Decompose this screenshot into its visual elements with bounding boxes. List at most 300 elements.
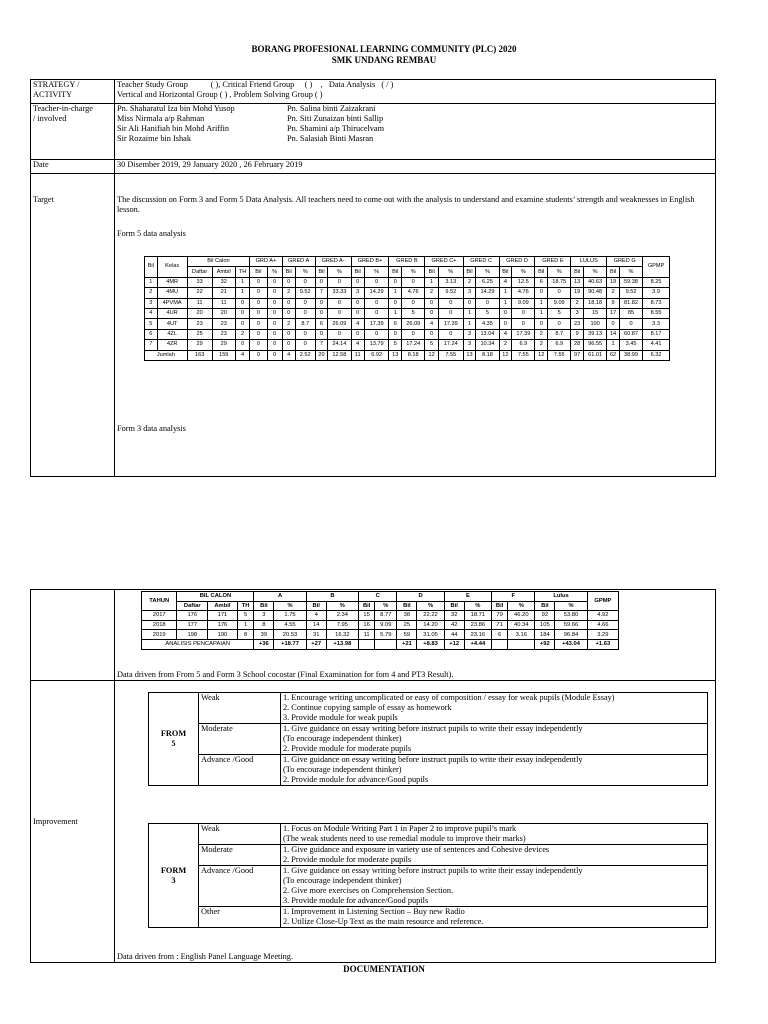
table-row	[145, 340, 670, 350]
table-cell: 0	[267, 288, 282, 298]
table-cell: +92	[535, 639, 555, 649]
form3-improvement-action-line: (The weak students need to use remedial module to improve their marks)	[283, 834, 526, 843]
table-cell: 1	[535, 298, 548, 308]
table-cell: 5	[145, 319, 158, 329]
document-title: BORANG PROFESIONAL LEARNING COMMUNITY (PLC) 2020	[251, 44, 517, 54]
table-cell: 23	[212, 329, 235, 339]
form5-improvement-action-line: 3. Provide module for weak pupils	[283, 713, 398, 722]
table-cell: 10.34	[476, 340, 499, 350]
table-header: Lulus	[535, 592, 587, 602]
school-name: SMK UNDANG REMBAU	[331, 55, 437, 65]
table-cell: 0	[295, 298, 315, 308]
table-cell: 2	[607, 288, 620, 298]
table-cell: 59.66	[555, 620, 587, 630]
table-cell: 2	[571, 298, 584, 308]
table-cell: 2	[535, 340, 548, 350]
form5-improvement-action-line: (To encourage independent thinker)	[283, 765, 402, 774]
table-cell: 38.99	[619, 350, 642, 360]
table-header: %	[508, 601, 535, 611]
table-header: %	[464, 601, 491, 611]
table-cell: 5	[237, 611, 254, 621]
form3-improvement-row	[149, 866, 708, 907]
table-cell: 2	[145, 288, 158, 298]
date-label: Date	[31, 160, 115, 174]
table-cell: 0	[499, 319, 512, 329]
table-header: GRED C	[463, 257, 499, 267]
table-cell: 0	[315, 277, 328, 287]
table-header: Ambil	[212, 267, 235, 277]
form5-improvement-row	[149, 755, 708, 786]
table-cell: 29	[187, 340, 212, 350]
table-cell: 171	[208, 611, 238, 621]
table-cell: +27	[306, 639, 326, 649]
table-row	[145, 329, 670, 339]
table-cell: 4.55	[274, 620, 306, 630]
table-header: %	[326, 601, 358, 611]
teacher-name: Sir Ali Hanifiah bin Mohd Ariffin	[117, 124, 230, 133]
table-row	[142, 620, 619, 630]
table-cell: 38	[397, 611, 417, 621]
table-cell: 1	[535, 308, 548, 318]
table-cell: 17.39	[438, 319, 463, 329]
table-cell: 0	[267, 308, 282, 318]
form3-title: Form 3 data analysis	[117, 424, 186, 433]
table-cell: 1	[145, 277, 158, 287]
table-cell: 0	[250, 350, 267, 360]
table-cell: 0	[364, 277, 389, 287]
table-header: %	[555, 601, 587, 611]
table-cell: 5.79	[375, 630, 397, 640]
table-cell: 2	[463, 277, 476, 287]
table-cell: 6	[315, 319, 328, 329]
table-cell: 39.13	[583, 329, 606, 339]
table-header: %	[375, 601, 397, 611]
table-cell: 0	[425, 308, 438, 318]
table-header: GRED E	[535, 257, 571, 267]
table-cell: 105	[535, 620, 555, 630]
table-header: TH	[237, 601, 254, 611]
table-cell: 0	[282, 277, 295, 287]
table-cell: 7	[315, 340, 328, 350]
table-cell: 8.73	[643, 298, 670, 308]
table-cell: 23	[571, 319, 584, 329]
target-label: Target	[31, 174, 115, 477]
table-analysis-row	[142, 639, 619, 649]
table-cell: 0	[295, 308, 315, 318]
table-cell: +18.77	[274, 639, 306, 649]
form3-improvement-side-label: FORM 3	[149, 824, 199, 928]
form3-improvement-table	[148, 823, 708, 928]
table-cell: 0	[402, 329, 425, 339]
table-cell: 0	[328, 329, 351, 339]
table-header: %	[402, 267, 425, 277]
table-cell: 4	[282, 350, 295, 360]
table-cell: 3	[351, 288, 364, 298]
table-cell: 7.95	[326, 620, 358, 630]
table-header: TH	[235, 267, 249, 277]
table-header: Bil	[535, 267, 548, 277]
table-cell: 17.39	[364, 319, 389, 329]
table-header: Bil	[306, 601, 326, 611]
table-cell: 0	[548, 319, 571, 329]
table-cell: 176	[177, 611, 208, 621]
strategy-label-text: STRATEGY / ACTIVITY	[33, 80, 80, 99]
table-cell: 13	[389, 350, 402, 360]
table-cell: 0	[425, 298, 438, 308]
table-cell: 20	[187, 308, 212, 318]
form3-data-table	[141, 591, 619, 650]
table-header: A	[254, 592, 306, 602]
table-cell: 12	[535, 350, 548, 360]
table-cell: 1	[499, 298, 512, 308]
table-cell: 0	[389, 329, 402, 339]
table-cell: 25	[397, 620, 417, 630]
table-cell: 17.24	[402, 340, 425, 350]
table-cell: 2	[282, 288, 295, 298]
teacher-label	[31, 104, 115, 160]
table-cell: 97	[571, 350, 584, 360]
table-cell: 4.76	[512, 288, 535, 298]
table-header: F	[492, 592, 535, 602]
table-header: GRED C+	[425, 257, 463, 267]
table-header: %	[295, 267, 315, 277]
table-row	[142, 611, 619, 621]
table-cell: 19	[571, 288, 584, 298]
table-cell: 0	[619, 319, 642, 329]
table-cell: 6	[145, 329, 158, 339]
table-cell: 9	[571, 329, 584, 339]
table-cell: 177	[177, 620, 208, 630]
table-cell: 18.71	[464, 611, 491, 621]
table-cell: 0	[250, 319, 267, 329]
table-cell: 33	[187, 277, 212, 287]
table-cell: 5	[548, 308, 571, 318]
table-cell: 85	[619, 308, 642, 318]
table-cell: 0	[351, 298, 364, 308]
table-cell: 81.82	[619, 298, 642, 308]
table-cell: 2019	[142, 630, 177, 640]
table-cell: 0	[250, 308, 267, 318]
table-cell: 12.5	[512, 277, 535, 287]
table-cell: 61.01	[583, 350, 606, 360]
table-header: Bil	[250, 267, 267, 277]
table-header: GRED B	[389, 257, 425, 267]
table-cell: 0	[402, 277, 425, 287]
table-cell: 8	[237, 630, 254, 640]
table-cell: 0	[438, 329, 463, 339]
table-cell: 176	[208, 620, 238, 630]
table-header: Bil Calon	[187, 257, 250, 267]
table-cell: 0	[607, 319, 620, 329]
teacher-name: Pn. Shaharatul Iza bin Mohd Yusop	[117, 104, 235, 113]
table-cell: 13	[463, 350, 476, 360]
table-cell: +8.83	[417, 639, 444, 649]
table-cell: 1	[499, 288, 512, 298]
table-cell: 59	[397, 630, 417, 640]
table-header: B	[306, 592, 358, 602]
table-cell: 0	[250, 277, 267, 287]
table-cell: 8.25	[643, 277, 670, 287]
table-cell: 0	[425, 329, 438, 339]
table-header: Bil	[397, 601, 417, 611]
table-cell: 0	[364, 329, 389, 339]
table-header: GRED A-	[315, 257, 351, 267]
table-row	[145, 308, 670, 318]
table-cell: 190	[208, 630, 238, 640]
table-header: %	[583, 267, 606, 277]
form3-improvement-action-line: 2. Utilize Close-Up Text as the main resource and reference.	[283, 917, 484, 926]
table-cell: 23.16	[464, 630, 491, 640]
table-header: %	[619, 267, 642, 277]
table-cell: 2	[425, 288, 438, 298]
table-cell: 3	[571, 308, 584, 318]
table-cell: 1	[607, 340, 620, 350]
table-cell: 4ZL	[157, 329, 187, 339]
table-cell: 23	[187, 319, 212, 329]
form3-improvement-action-line: 1. Focus on Module Writing Part 1 in Paper 2 to improve pupil’s mark	[283, 824, 517, 833]
table-cell: 33.33	[328, 288, 351, 298]
table-cell: Jumlah	[145, 350, 188, 360]
table-cell: 4ZR	[157, 340, 187, 350]
table-header: GRD A+	[250, 257, 282, 267]
table-header: Bil	[389, 267, 402, 277]
table-cell: 14.29	[364, 288, 389, 298]
table-cell: 14	[306, 620, 326, 630]
table-header: Bil	[607, 267, 620, 277]
table-cell: 0	[235, 319, 249, 329]
table-header: %	[476, 267, 499, 277]
table-cell: 22	[187, 288, 212, 298]
table-cell: 1	[235, 277, 249, 287]
table-header: Daftar	[177, 601, 208, 611]
table-cell: 3.45	[619, 340, 642, 350]
table-cell: +1.63	[587, 639, 618, 649]
table-cell: 6.25	[476, 277, 499, 287]
table-cell: 0	[476, 298, 499, 308]
table-cell: 0	[235, 298, 249, 308]
date-value: 30 Disember 2019, 29 January 2020 , 26 February 2019	[115, 160, 716, 174]
table-header: Bil	[425, 267, 438, 277]
table-total-row	[145, 350, 670, 360]
table-header: Bil	[463, 267, 476, 277]
table-cell: 11	[351, 350, 364, 360]
table-cell: 11	[359, 630, 375, 640]
table-cell: 0	[267, 340, 282, 350]
table-cell: 163	[187, 350, 212, 360]
table-cell: 5	[389, 340, 402, 350]
table-cell: 7	[145, 340, 158, 350]
table-cell: 13.79	[364, 340, 389, 350]
strategy-label	[31, 80, 115, 104]
improvement-label: Improvement	[31, 681, 115, 963]
table-cell: 4	[351, 340, 364, 350]
form3-improvement-level: Weak	[199, 824, 281, 845]
form3-improvement-actions	[281, 866, 708, 907]
form3-improvement-action-line: (To encourage independent thinker)	[283, 876, 402, 885]
table-cell: 9.09	[548, 298, 571, 308]
table-header: Ambil	[208, 601, 238, 611]
table-cell: +13.98	[326, 639, 358, 649]
table-row	[145, 298, 670, 308]
table-header: GRED G	[607, 257, 643, 267]
table-cell: 2	[499, 340, 512, 350]
table-header: Kelas	[157, 257, 187, 278]
table-cell: 6.92	[364, 350, 389, 360]
table-cell: 4UR	[157, 308, 187, 318]
table-cell: 9	[607, 298, 620, 308]
table-header: Daftar	[187, 267, 212, 277]
table-cell: 14	[607, 329, 620, 339]
form3-improvement-action-line: 2. Provide module for moderate pupils	[283, 855, 412, 864]
table-header: %	[548, 267, 571, 277]
table-cell: 7	[315, 288, 328, 298]
table-cell: 1	[463, 308, 476, 318]
table-cell: 0	[463, 298, 476, 308]
table-cell: 15	[359, 611, 375, 621]
table-header: Bil	[492, 601, 508, 611]
table-header: %	[274, 601, 306, 611]
table-header: Bil	[145, 257, 158, 278]
form5-improvement-action-line: 2. Provide module for advance/Good pupils	[283, 775, 429, 784]
table-cell: 6	[535, 277, 548, 287]
table-cell: 3	[463, 340, 476, 350]
table-cell: 0	[250, 340, 267, 350]
table-cell: 6.32	[643, 350, 670, 360]
table-header: GRED A	[282, 257, 315, 267]
table-cell: 22.22	[417, 611, 444, 621]
form5-improvement-action-line: 2. Provide module for moderate pupils	[283, 744, 412, 753]
table-cell: 39	[254, 630, 274, 640]
table-cell: +4.44	[464, 639, 491, 649]
table-cell: 4	[425, 319, 438, 329]
table-cell: 1	[389, 288, 402, 298]
table-cell: 16	[359, 620, 375, 630]
table-header: GRED B+	[351, 257, 389, 267]
form3-improvement-level: Advance /Good	[199, 866, 281, 907]
table-cell: 53.80	[555, 611, 587, 621]
table-cell: 17	[607, 308, 620, 318]
table-cell: 0	[328, 277, 351, 287]
table-row	[145, 319, 670, 329]
table-cell: 9.09	[375, 620, 397, 630]
table-cell	[492, 639, 508, 649]
table-cell: 5	[425, 340, 438, 350]
table-cell: 8.17	[643, 329, 670, 339]
table-cell: 3.13	[438, 277, 463, 287]
table-cell: +43.04	[555, 639, 587, 649]
table-cell: 0	[267, 319, 282, 329]
table-cell: 16.32	[326, 630, 358, 640]
table-cell: 8.18	[402, 350, 425, 360]
table-cell: 18.75	[548, 277, 571, 287]
table-cell: 8	[254, 620, 274, 630]
table-cell: 5	[476, 308, 499, 318]
teacher-name: Pn. Shamini a/p Thirucelvam	[287, 124, 385, 133]
teacher-name: Pn. Siti Zunaizan binti Sallip	[287, 114, 384, 123]
form5-improvement-action-line: 1. Encourage writing uncomplicated or easy of composition / essay for weak pupils (Module Essay)	[283, 693, 615, 702]
table-cell: 8.55	[643, 308, 670, 318]
table-cell: 184	[535, 630, 555, 640]
target-text: The discussion on Form 3 and Form 5 Data Analysis. All teachers need to come out with the analysis to understand and examine students’ strength and weaknesses in English lesson.	[117, 195, 695, 214]
table-cell: 2.34	[326, 611, 358, 621]
table-cell: 21	[212, 288, 235, 298]
table-cell: 4.92	[587, 611, 618, 621]
table-cell: 3	[463, 288, 476, 298]
table-cell: +12	[444, 639, 464, 649]
table-cell: 60.87	[619, 329, 642, 339]
table-cell: 8.18	[476, 350, 499, 360]
table-cell: +36	[254, 639, 274, 649]
data-driven-note-1: Data driven from From 5 and Form 3 School cocostar (Final Examination for fom 4 and PT3 Result).	[117, 670, 454, 679]
table-cell: 20	[315, 350, 328, 360]
form3-improvement-action-line: 1. Give guidance on essay writing before instruct pupils to write their essay independently	[283, 866, 583, 875]
table-cell: 32	[212, 277, 235, 287]
table-cell: 3	[145, 298, 158, 308]
teacher-name: Sir Rozaime bin Ishak	[117, 134, 191, 143]
table-cell: 11	[187, 298, 212, 308]
table-cell: 1	[389, 308, 402, 318]
table-cell: 5	[402, 308, 425, 318]
table-cell: 0	[315, 329, 328, 339]
table-header: Bil	[315, 267, 328, 277]
table-cell: 0	[282, 298, 295, 308]
table-cell: 0	[250, 329, 267, 339]
table-header: Bil	[254, 601, 274, 611]
table-header: Bil	[351, 267, 364, 277]
strategy-line-2: Vertical and Horizontal Group ( ) , Problem Solving Group ( )	[117, 90, 323, 99]
table-cell: 25	[187, 329, 212, 339]
table-cell: 9.09	[512, 298, 535, 308]
table-cell: 2	[235, 329, 249, 339]
table-header: %	[417, 601, 444, 611]
form5-improvement-actions	[281, 693, 708, 724]
table-cell: 159	[212, 350, 235, 360]
table-row	[145, 277, 670, 287]
table-cell: 79	[492, 611, 508, 621]
table-header: LULUS	[571, 257, 607, 267]
table-cell: 1	[463, 319, 476, 329]
table-cell: 96.55	[583, 340, 606, 350]
table-header: Bil	[535, 601, 555, 611]
table-cell: 4.41	[643, 340, 670, 350]
table-cell: 0	[267, 277, 282, 287]
table-cell: 4UT	[157, 319, 187, 329]
table-cell	[508, 639, 535, 649]
form5-improvement-row	[149, 724, 708, 755]
table-cell: 31.05	[417, 630, 444, 640]
table-cell: 3	[463, 329, 476, 339]
form5-improvement-action-line: (To encourage independent thinker)	[283, 734, 402, 743]
table-cell: 0	[351, 329, 364, 339]
form5-improvement-level: Weak	[199, 693, 281, 724]
table-cell: 2	[535, 329, 548, 339]
table-cell: 2018	[142, 620, 177, 630]
form5-improvement-actions	[281, 755, 708, 786]
table-cell: 2	[282, 319, 295, 329]
table-cell: 3.9	[643, 288, 670, 298]
table-cell: 0	[235, 308, 249, 318]
table-cell	[375, 639, 397, 649]
form3-improvement-row	[149, 907, 708, 928]
teacher-name: Pn. Salasiah Binti Masran	[287, 134, 374, 143]
form5-improvement-action-line: 1. Give guidance on essay writing before instruct pupils to write their essay independently	[283, 755, 583, 764]
table-cell: 40.34	[508, 620, 535, 630]
table-cell: 0	[364, 298, 389, 308]
table-cell: 26.09	[402, 319, 425, 329]
table-cell: 0	[438, 308, 463, 318]
table-cell: 0	[389, 298, 402, 308]
strategy-line-1: Teacher Study Group ( ), Critical Friend Group ( ) , Data Analysis ( / )	[117, 80, 394, 89]
